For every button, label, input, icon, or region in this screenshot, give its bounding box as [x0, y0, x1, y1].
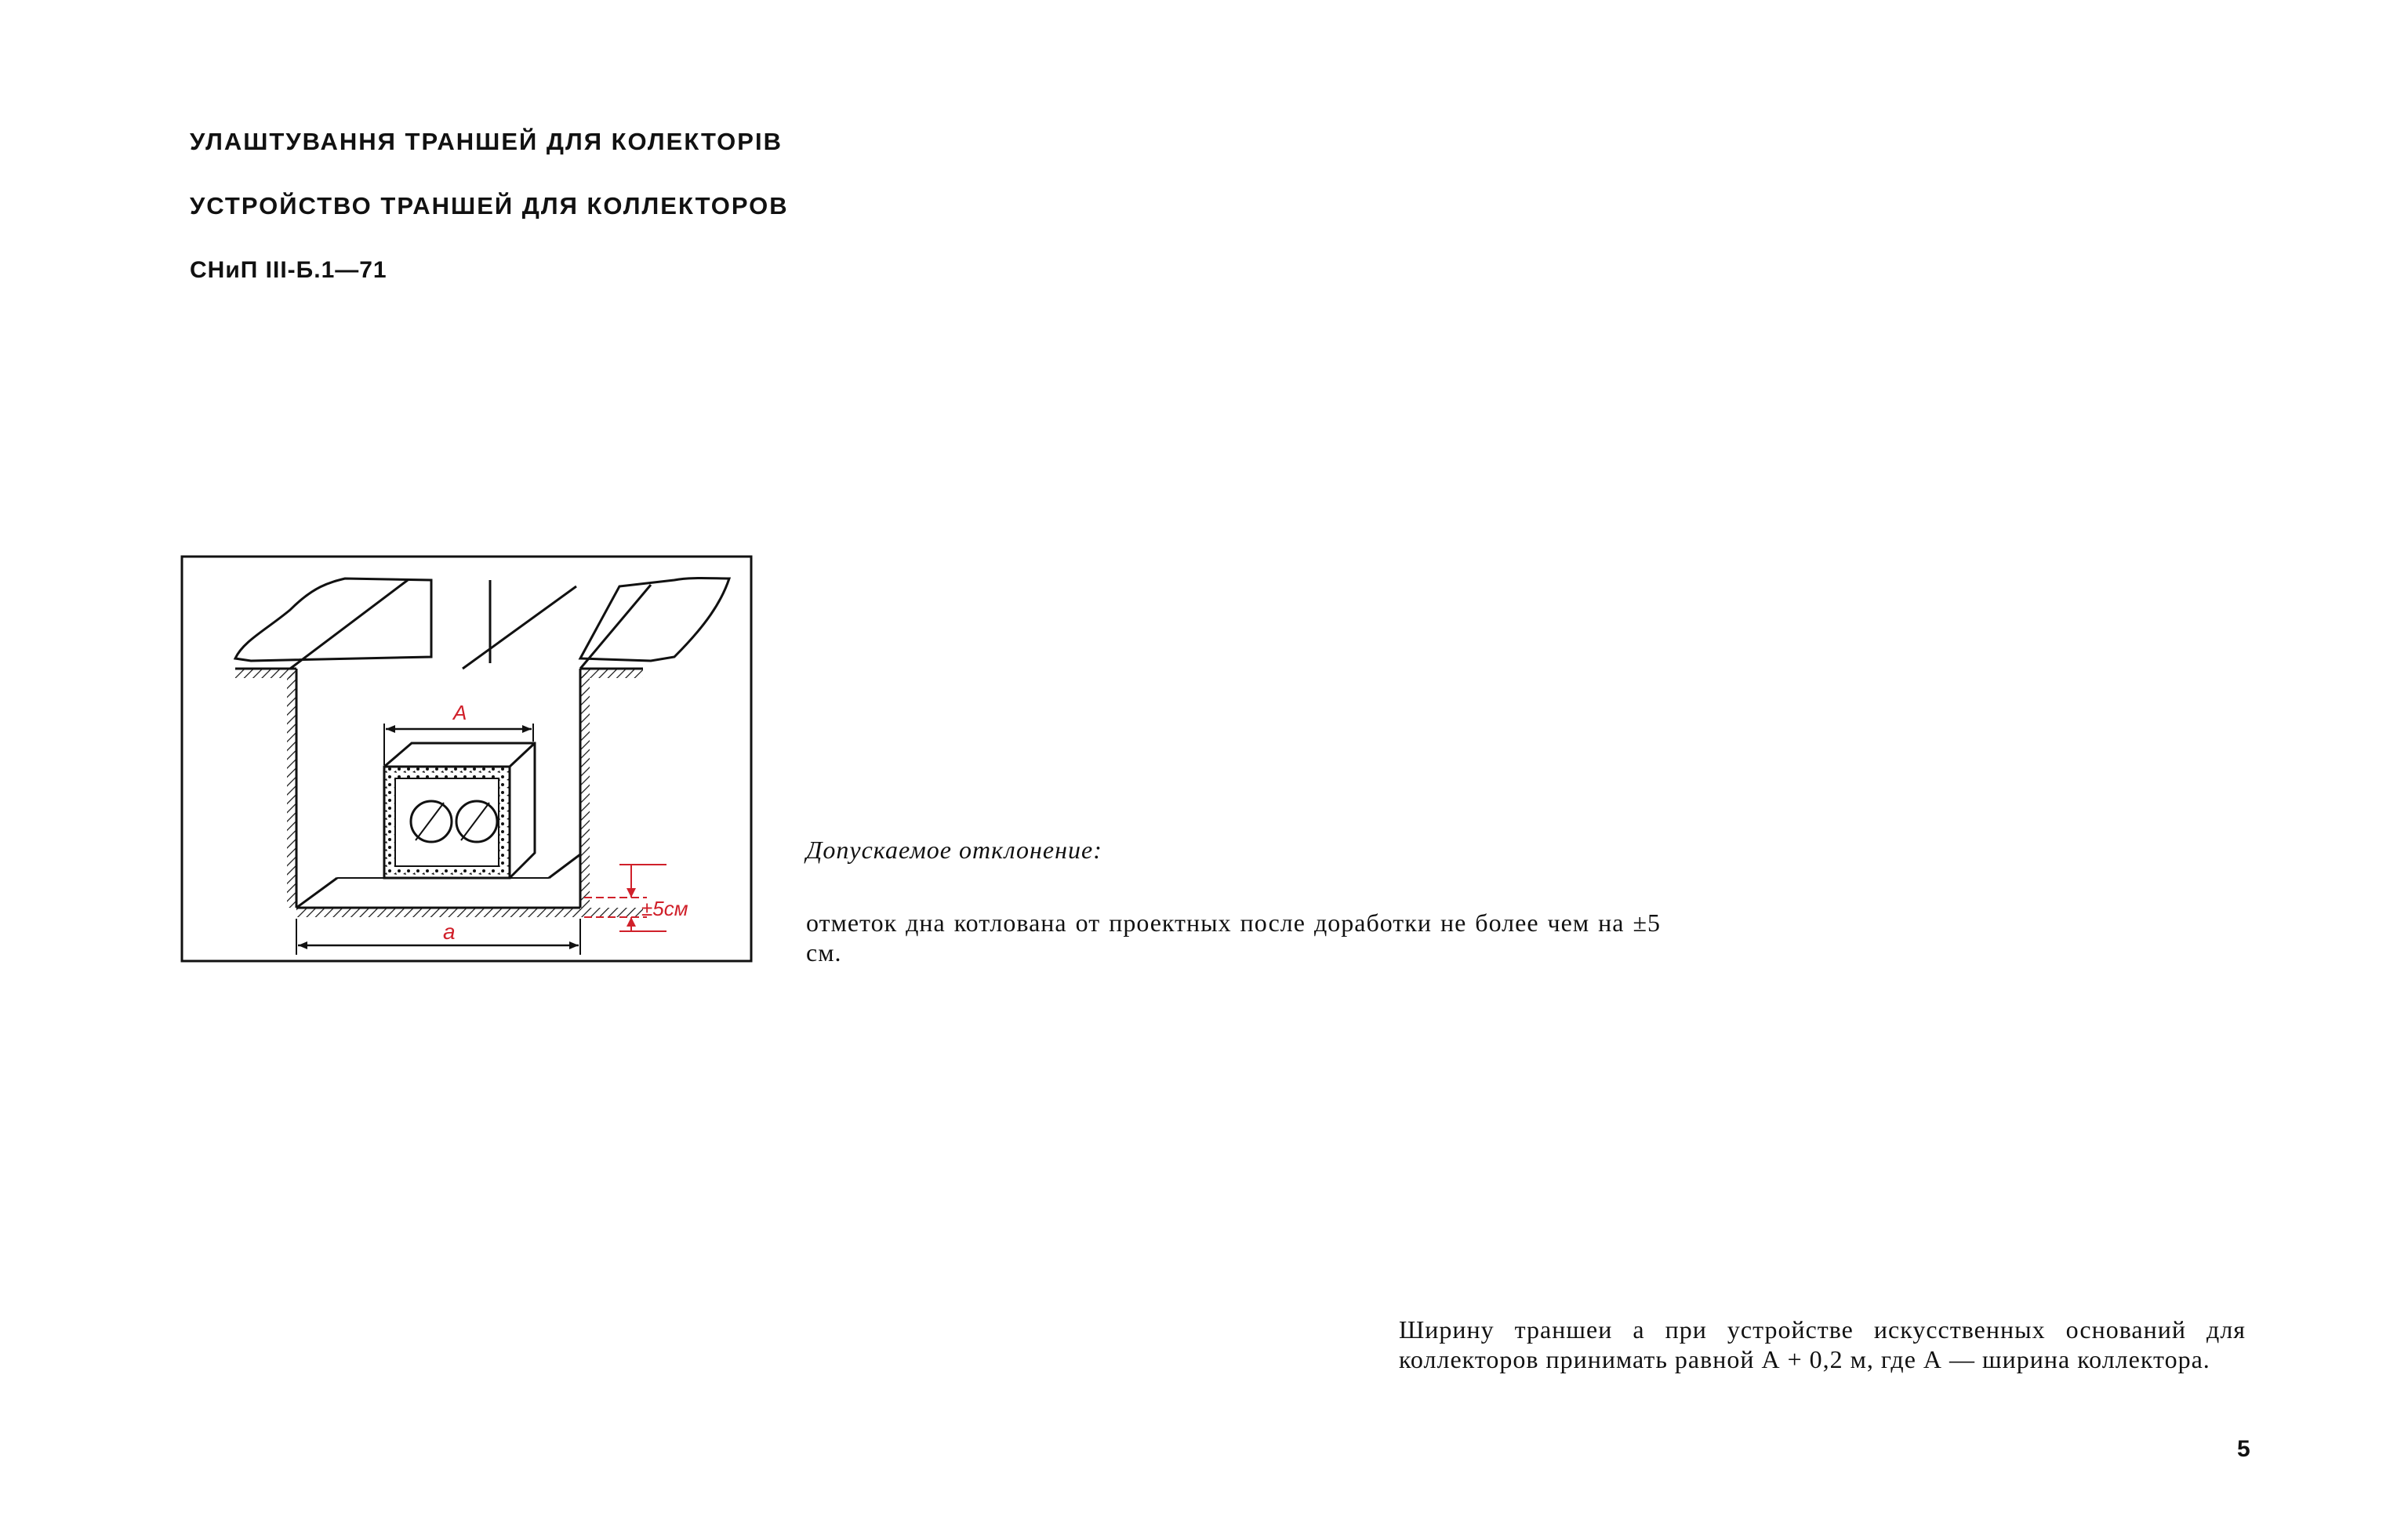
tolerance-heading: Допускаемое отклонение:: [806, 836, 1102, 864]
label-a: а: [443, 919, 456, 944]
title-ukrainian: УЛАШТУВАННЯ ТРАНШЕЙ ДЛЯ КОЛЕКТОРІВ: [190, 128, 783, 155]
ground-left: [235, 579, 431, 661]
width-rule-text: Ширину траншеи а при устройстве искусственных оснований для коллекторов принимать равной А + 0,2 м, где А — ширина коллектора.: [1399, 1315, 2246, 1373]
dimension-a: [296, 919, 580, 955]
collector: [384, 743, 535, 878]
tolerance-text: отметок дна котлована от проектных после доработки не более чем на ±5 см.: [806, 909, 1661, 967]
label-tolerance: ±5см: [641, 897, 688, 920]
page-number: 5: [2237, 1436, 2250, 1462]
trench-diagram: [180, 555, 753, 963]
document-code: СНиП III-Б.1—71: [190, 257, 387, 283]
title-russian: УСТРОЙСТВО ТРАНШЕЙ ДЛЯ КОЛЛЕКТОРОВ: [190, 192, 789, 219]
ground-right: [580, 579, 729, 662]
label-A: А: [453, 701, 467, 724]
